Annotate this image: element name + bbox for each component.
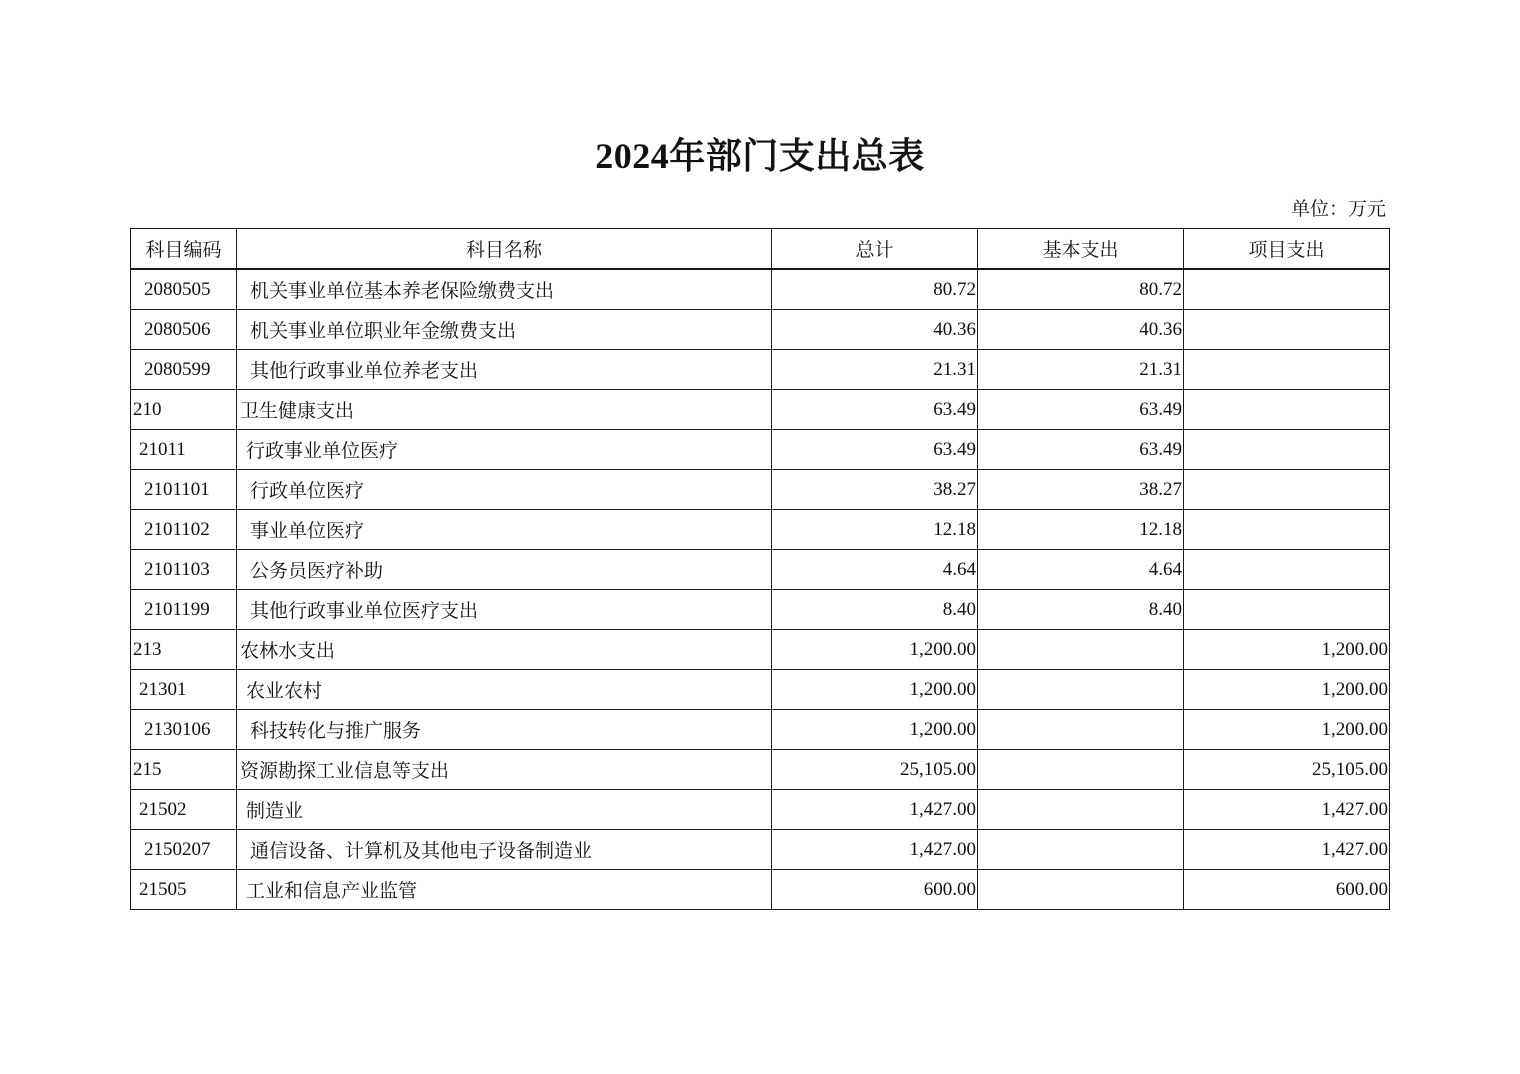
cell-basic (978, 750, 1184, 790)
header-total: 总计 (772, 229, 978, 270)
cell-code: 21011 (131, 430, 237, 470)
cell-code: 21502 (131, 790, 237, 830)
table-header (131, 229, 1390, 270)
cell-name: 其他行政事业单位医疗支出 (237, 590, 772, 630)
cell-name: 农林水支出 (237, 630, 772, 670)
header-project: 项目支出 (1184, 229, 1390, 270)
cell-project (1184, 510, 1390, 550)
cell-total: 8.40 (772, 590, 978, 630)
cell-project (1184, 470, 1390, 510)
table-row (131, 510, 1390, 550)
cell-basic: 63.49 (978, 390, 1184, 430)
cell-total: 40.36 (772, 310, 978, 350)
cell-basic: 80.72 (978, 269, 1184, 310)
table-row (131, 390, 1390, 430)
cell-basic: 63.49 (978, 430, 1184, 470)
table-row (131, 630, 1390, 670)
cell-name: 工业和信息产业监管 (237, 870, 772, 910)
table-row (131, 750, 1390, 790)
table-row (131, 830, 1390, 870)
cell-total: 600.00 (772, 870, 978, 910)
table-row (131, 269, 1390, 310)
cell-name: 科技转化与推广服务 (237, 710, 772, 750)
cell-total: 63.49 (772, 430, 978, 470)
cell-total: 1,427.00 (772, 790, 978, 830)
page-title: 2024年部门支出总表 (595, 136, 925, 176)
expenditure-table (130, 228, 1390, 910)
cell-name: 行政事业单位医疗 (237, 430, 772, 470)
unit-label: 单位：万元 (1290, 199, 1386, 220)
header-code: 科目编码 (131, 229, 237, 270)
cell-code: 2150207 (131, 830, 237, 870)
table-row (131, 350, 1390, 390)
cell-total: 38.27 (772, 470, 978, 510)
cell-code: 2080505 (131, 269, 237, 310)
cell-name: 农业农村 (237, 670, 772, 710)
cell-name: 公务员医疗补助 (237, 550, 772, 590)
cell-name: 机关事业单位基本养老保险缴费支出 (237, 269, 772, 310)
cell-basic: 8.40 (978, 590, 1184, 630)
cell-project (1184, 350, 1390, 390)
table-row (131, 790, 1390, 830)
cell-project (1184, 390, 1390, 430)
cell-total: 1,200.00 (772, 710, 978, 750)
cell-project: 1,200.00 (1184, 630, 1390, 670)
cell-name: 通信设备、计算机及其他电子设备制造业 (237, 830, 772, 870)
cell-total: 63.49 (772, 390, 978, 430)
table-row (131, 590, 1390, 630)
cell-project (1184, 269, 1390, 310)
header-name: 科目名称 (237, 229, 772, 270)
cell-basic: 21.31 (978, 350, 1184, 390)
cell-name: 行政单位医疗 (237, 470, 772, 510)
cell-name: 机关事业单位职业年金缴费支出 (237, 310, 772, 350)
table-row (131, 710, 1390, 750)
cell-basic (978, 870, 1184, 910)
cell-project: 25,105.00 (1184, 750, 1390, 790)
cell-code: 2080506 (131, 310, 237, 350)
table-row (131, 550, 1390, 590)
table-row (131, 430, 1390, 470)
table-body (131, 269, 1390, 910)
cell-total: 80.72 (772, 269, 978, 310)
cell-project: 600.00 (1184, 870, 1390, 910)
table-row (131, 870, 1390, 910)
cell-total: 1,427.00 (772, 830, 978, 870)
cell-basic: 38.27 (978, 470, 1184, 510)
cell-total: 4.64 (772, 550, 978, 590)
cell-name: 制造业 (237, 790, 772, 830)
cell-total: 12.18 (772, 510, 978, 550)
cell-basic: 12.18 (978, 510, 1184, 550)
cell-code: 2080599 (131, 350, 237, 390)
cell-basic (978, 630, 1184, 670)
cell-code: 2101199 (131, 590, 237, 630)
cell-code: 213 (131, 630, 237, 670)
cell-total: 1,200.00 (772, 670, 978, 710)
header-row (131, 229, 1390, 270)
cell-project: 1,200.00 (1184, 710, 1390, 750)
cell-project (1184, 430, 1390, 470)
cell-name: 事业单位医疗 (237, 510, 772, 550)
cell-basic (978, 830, 1184, 870)
cell-code: 210 (131, 390, 237, 430)
table-row (131, 670, 1390, 710)
cell-name: 其他行政事业单位养老支出 (237, 350, 772, 390)
cell-name: 资源勘探工业信息等支出 (237, 750, 772, 790)
cell-code: 2101103 (131, 550, 237, 590)
cell-code: 2101101 (131, 470, 237, 510)
cell-project (1184, 550, 1390, 590)
cell-total: 25,105.00 (772, 750, 978, 790)
cell-code: 21505 (131, 870, 237, 910)
cell-basic (978, 710, 1184, 750)
cell-project: 1,427.00 (1184, 790, 1390, 830)
cell-code: 2101102 (131, 510, 237, 550)
cell-total: 1,200.00 (772, 630, 978, 670)
table-row (131, 470, 1390, 510)
cell-total: 21.31 (772, 350, 978, 390)
cell-basic (978, 790, 1184, 830)
cell-code: 2130106 (131, 710, 237, 750)
cell-basic: 40.36 (978, 310, 1184, 350)
cell-name: 卫生健康支出 (237, 390, 772, 430)
cell-project (1184, 310, 1390, 350)
cell-basic (978, 670, 1184, 710)
cell-code: 215 (131, 750, 237, 790)
table-row (131, 310, 1390, 350)
cell-code: 21301 (131, 670, 237, 710)
cell-project: 1,427.00 (1184, 830, 1390, 870)
cell-project: 1,200.00 (1184, 670, 1390, 710)
header-basic: 基本支出 (978, 229, 1184, 270)
cell-project (1184, 590, 1390, 630)
cell-basic: 4.64 (978, 550, 1184, 590)
